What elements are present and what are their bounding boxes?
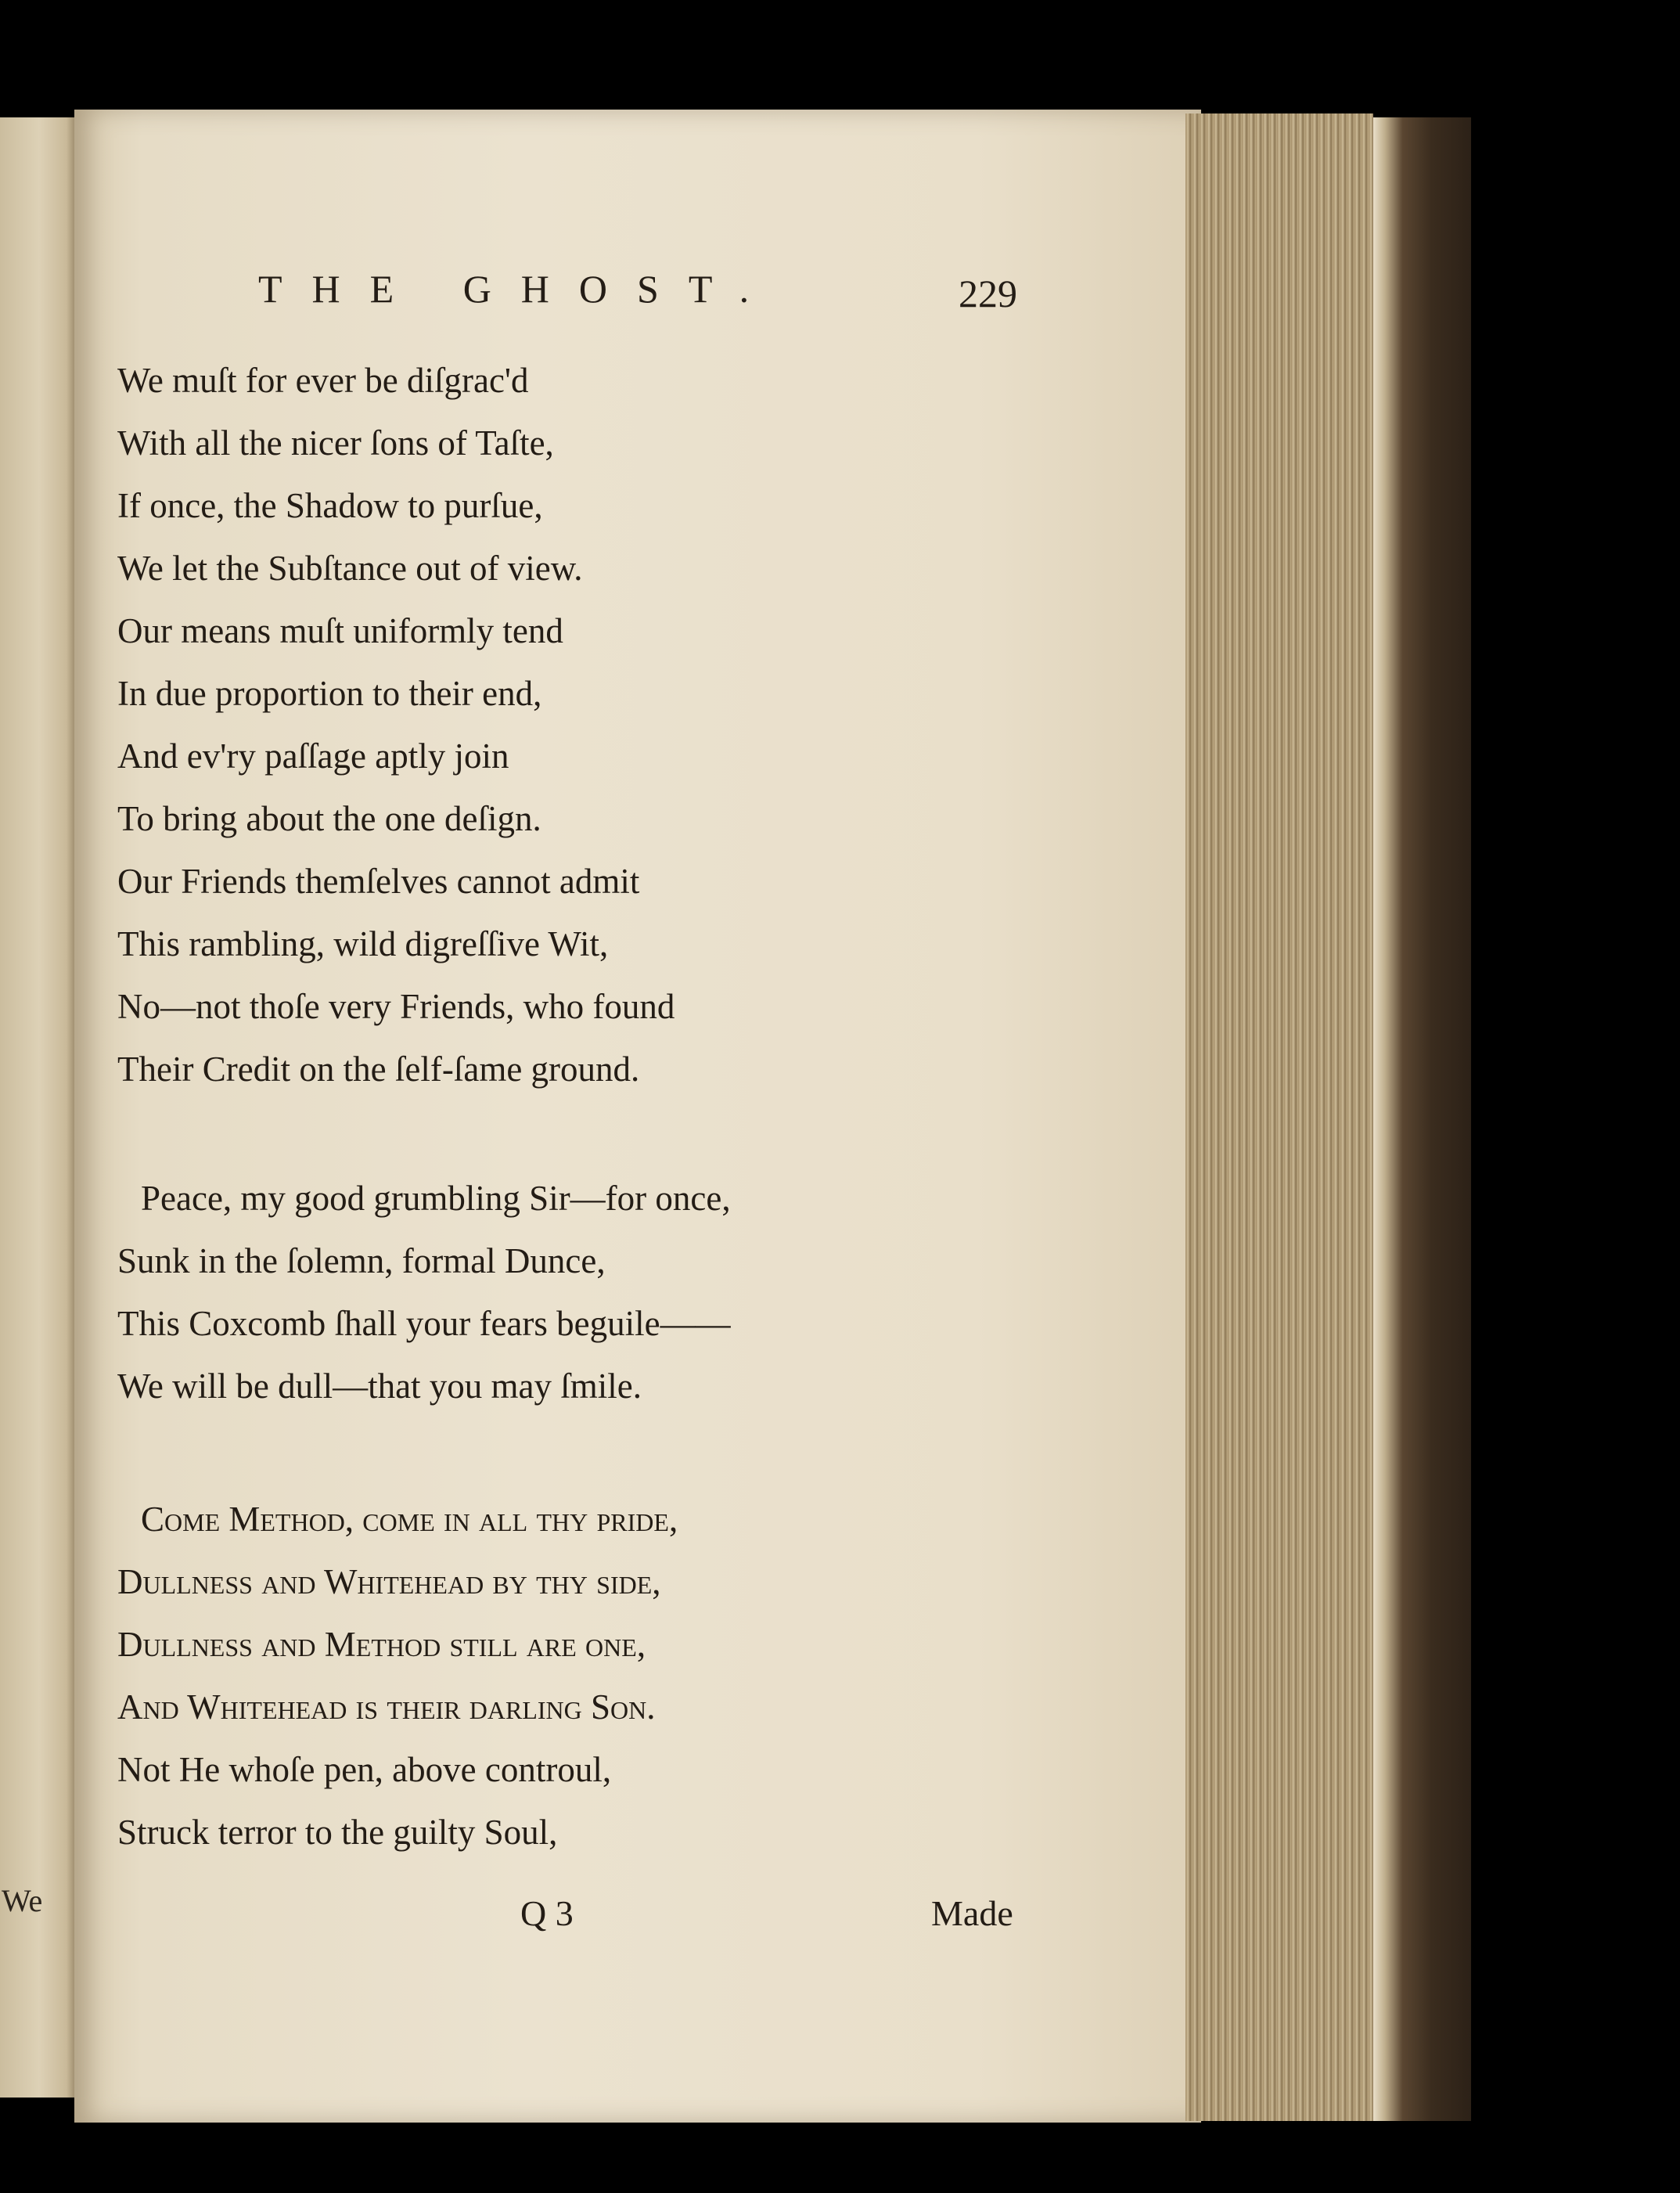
verse-line: Our means muſt uniformly tend bbox=[117, 611, 563, 650]
verse-line: Peace, my good grumbling Sir—for once, bbox=[141, 1179, 731, 1218]
left-facing-page bbox=[0, 117, 78, 2098]
verse-line: And ev'ry paſſage aptly join bbox=[117, 736, 509, 776]
verse-line: Their Credit on the ſelf-ſame ground. bbox=[117, 1050, 640, 1089]
verse-line: To bring about the one deſign. bbox=[117, 799, 541, 838]
verse-line: In due proportion to their end, bbox=[117, 674, 542, 713]
verse-line: Dullness and Method ſtill are one, bbox=[117, 1625, 646, 1664]
left-page-catchword: We bbox=[2, 1883, 43, 1918]
verse-line: With all the nicer ſons of Taſte, bbox=[117, 423, 554, 463]
verse-line: Dullness and Whitehead by thy ſide, bbox=[117, 1562, 661, 1601]
book-cover-edge bbox=[1373, 117, 1471, 2121]
verse-line: Come Method, come in all thy pride, bbox=[141, 1500, 678, 1539]
verse-line: If once, the Shadow to purſue, bbox=[117, 486, 543, 525]
verse-line: Our Friends themſelves cannot admit bbox=[117, 862, 640, 901]
verse-line: No—not thoſe very Friends, who found bbox=[117, 987, 675, 1026]
verse-line: We will be dull—that you may ſmile. bbox=[117, 1367, 642, 1406]
verse-line: Not He whoſe pen, above controul, bbox=[117, 1750, 612, 1789]
page-edges bbox=[1185, 113, 1373, 2121]
page-number: 229 bbox=[959, 272, 1017, 315]
verse-line: We muſt for ever be diſgrac'd bbox=[117, 361, 529, 400]
verse-line: Sunk in the ſolemn, formal Dunce, bbox=[117, 1241, 606, 1280]
verse-line: And Whitehead is their darling Son. bbox=[117, 1687, 656, 1727]
verse-line: Struck terror to the guilty Soul, bbox=[117, 1813, 558, 1852]
signature-mark: Q 3 bbox=[520, 1893, 574, 1933]
verse-line: We let the Subſtance out of view. bbox=[117, 549, 583, 588]
verse-line: This Coxcomb ſhall your fears beguile—— bbox=[117, 1304, 731, 1343]
verse-line: This rambling, wild digreſſive Wit, bbox=[117, 924, 609, 963]
catchword: Made bbox=[931, 1893, 1013, 1933]
running-title: THE GHOST. bbox=[258, 267, 779, 311]
